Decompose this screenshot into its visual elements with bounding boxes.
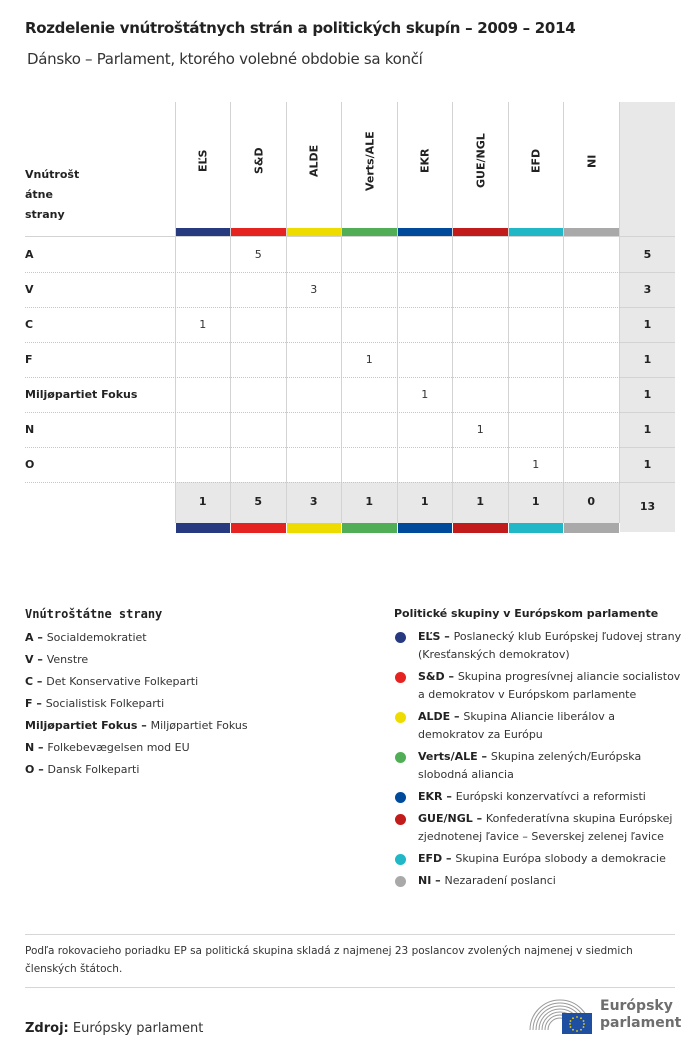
party-legend-item [25,674,248,696]
party-abbr: Miljøpartiet Fokus [25,719,138,732]
seat-count-cell: 1 [199,318,207,331]
group-color-dot-icon [395,712,406,723]
separator: – [32,697,46,710]
row-divider [25,482,620,483]
group-color-bar [287,523,342,533]
group-abbr: NI [418,874,432,887]
row-divider [25,447,620,448]
divider [25,934,675,935]
row-total-cell: 1 [643,353,652,366]
party-abbr: O [25,763,35,776]
party-legend-item [25,762,248,784]
separator: – [442,790,456,803]
party-legend-item [25,696,248,718]
source-label: Zdroj: [25,1021,69,1036]
group-color-bar [398,228,453,236]
row-divider [25,342,620,343]
row-total-cell: 1 [643,458,652,471]
seat-count-cell: 5 [254,248,262,261]
national-parties-legend [25,607,248,784]
row-party-label: F [25,353,33,366]
column-header: ALDE [307,144,321,178]
party-name: Socialdemokratiet [46,631,147,644]
group-color-bar [231,523,286,533]
group-color-bar [453,228,508,236]
group-color-dot-icon [395,672,406,683]
group-abbr: ALDE [418,710,451,723]
source-value: Európsky parlament [72,1021,204,1036]
row-total-cell: 1 [643,318,652,331]
party-name: Miljøpartiet Fokus [150,719,248,732]
group-name: Skupina Aliancie liberálov a demokratov za Európu [418,710,615,741]
party-name: Dansk Folkeparti [47,763,140,776]
group-abbr: Verts/ALE [418,750,478,763]
group-legend-item [394,810,684,846]
group-color-bar [342,523,397,533]
column-total-cell: 0 [587,495,596,508]
party-abbr: F [25,697,33,710]
group-color-bar [287,228,342,236]
seat-count-cell: 1 [421,388,429,401]
separator: – [33,653,47,666]
party-abbr: N [25,741,35,754]
party-abbr: V [25,653,34,666]
column-total-cell: 1 [531,495,540,508]
row-total-cell: 1 [643,423,652,436]
row-header [25,165,79,225]
group-name: Konfederatívna skupina Európskej zjednotenej ľavice – Severskej zelenej ľavice [418,812,673,843]
separator: – [472,812,486,825]
party-legend-item [25,652,248,674]
party-legend-item [25,718,248,740]
group-legend-item [394,872,684,890]
column-total-cell: 5 [254,495,263,508]
group-color-dot-icon [395,752,406,763]
european-parliament-logo [528,996,682,1036]
separator: – [33,631,47,644]
row-total-cell: 1 [643,388,652,401]
group-color-bar [564,523,619,533]
group-legend-item [394,668,684,704]
group-legend-item [394,788,684,806]
row-divider [25,377,620,378]
group-legend-item [394,748,684,784]
column-total-cell: 1 [476,495,485,508]
row-header-line: strany [25,208,65,221]
logo-line: parlament [600,1015,682,1031]
row-party-label: O [25,458,35,471]
column-header: Verts/ALE [362,131,376,191]
separator: – [34,763,48,776]
column-header: EKR [418,148,432,174]
row-divider-total [620,482,675,483]
row-divider-total [620,447,675,448]
row-divider-total [620,272,675,273]
page-subtitle: Dánsko – Parlament, ktorého volebné obdobie sa končí [27,50,423,68]
group-color-bar [564,228,619,236]
row-divider-total [620,377,675,378]
group-name: Skupina progresívnej aliancie socialistov a demokratov v Európskom parlamente [418,670,681,701]
separator: – [450,710,464,723]
seat-count-cell: 1 [476,423,484,436]
party-name: Det Konservative Folkeparti [46,675,199,688]
party-legend-item [25,740,248,762]
column-header: S&D [251,147,265,175]
european-parliament-logo-icon [528,996,598,1036]
row-divider-total [620,307,675,308]
source [25,1021,203,1036]
group-color-dot-icon [395,876,406,887]
seat-count-cell: 3 [310,283,318,296]
row-total-cell: 5 [643,248,652,261]
separator: – [34,741,48,754]
legend-title: Politické skupiny v Európskom parlamente [394,607,659,620]
separator: – [33,675,47,688]
group-name: Poslanecký klub Európskej ľudovej strany (Kresťanských demokratov) [418,630,682,661]
separator: – [137,719,151,732]
group-color-dot-icon [395,632,406,643]
seat-count-cell: 1 [532,458,540,471]
row-party-label: C [25,318,34,331]
row-divider-total [620,342,675,343]
logo-line: Európsky [600,998,673,1014]
column-header: GUE/NGL [473,133,487,189]
group-color-dot-icon [395,792,406,803]
row-header-line: Vnútrošt [25,168,80,181]
separator: – [431,874,445,887]
row-party-label: V [25,283,34,296]
party-name: Folkebevægelsen mod EU [47,741,190,754]
grand-total-cell: 13 [639,500,656,513]
group-color-bar [398,523,453,533]
column-total-cell: 1 [198,495,207,508]
group-color-bar [176,228,231,236]
legend-title: Vnútroštátne strany [25,607,163,621]
group-name: Skupina Európa slobody a demokracie [455,852,666,865]
column-total-cell: 1 [365,495,374,508]
column-total-cell: 3 [309,495,318,508]
party-name: Venstre [46,653,89,666]
group-color-bar [176,523,231,533]
political-groups-legend [394,607,684,894]
header-divider [25,236,675,237]
separator: – [444,670,458,683]
separator: – [442,852,456,865]
column-header: NI [584,154,598,168]
row-header-line: átne [25,188,53,201]
group-color-bar [509,228,564,236]
group-abbr: S&D [418,670,445,683]
row-divider [25,272,620,273]
group-color-bar [231,228,286,236]
group-legend-item [394,708,684,744]
group-legend-item [394,850,684,868]
group-name: Nezaradení poslanci [444,874,556,887]
party-abbr: A [25,631,34,644]
group-abbr: EFD [418,852,443,865]
seat-count-cell: 1 [365,353,373,366]
party-legend-item [25,630,248,652]
column-header: EĽS [196,149,210,173]
party-abbr: C [25,675,34,688]
column-total-cell: 1 [420,495,429,508]
row-party-label: A [25,248,34,261]
logo-text [600,998,681,1032]
group-legend-item [394,628,684,664]
group-name: Európski konzervatívci a reformisti [455,790,646,803]
party-name: Socialistisk Folkeparti [45,697,165,710]
group-color-dot-icon [395,814,406,825]
separator: – [440,630,454,643]
group-color-dot-icon [395,854,406,865]
divider [25,987,675,988]
column-header: EFD [529,148,543,174]
group-abbr: EKR [418,790,443,803]
row-party-label: N [25,423,35,436]
group-color-bar [453,523,508,533]
group-abbr: GUE/NGL [418,812,473,825]
group-color-bar [342,228,397,236]
row-divider [25,412,620,413]
row-party-label: Miljøpartiet Fokus [25,388,138,401]
group-abbr: EĽS [418,630,441,643]
page-title: Rozdelenie vnútroštátnych strán a politických skupín – 2009 – 2014 [25,19,576,37]
row-divider-total [620,412,675,413]
row-total-cell: 3 [643,283,652,296]
group-color-bar [509,523,564,533]
footnote: Podľa rokovacieho poriadku EP sa politická skupina skladá z najmenej 23 poslancov zvolených najmenej v siedmich členských štátoch. [25,945,633,975]
row-divider [25,307,620,308]
group-name: Skupina zelených/Európska slobodná aliancia [418,750,642,781]
separator: – [477,750,491,763]
